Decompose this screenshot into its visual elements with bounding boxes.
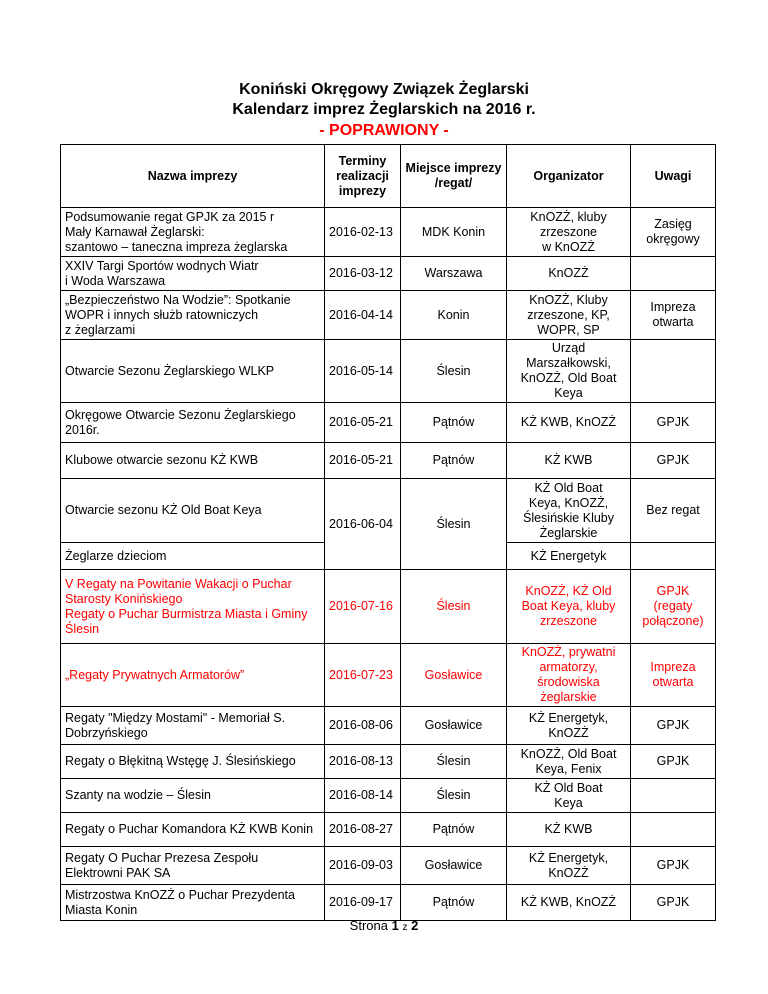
event-name: „Regaty Prywatnych Armatorów” [61, 644, 325, 707]
events-table [60, 144, 716, 921]
table-header-row [61, 145, 716, 208]
event-name: Otwarcie sezonu KŻ Old Boat Keya [61, 479, 325, 543]
event-name: Żeglarze dzieciom [61, 543, 325, 570]
event-organizer: KnOZŻ, Old Boat Keya, Fenix [507, 745, 631, 779]
event-date: 2016-09-03 [325, 847, 401, 885]
event-place: Ślesin [401, 479, 507, 570]
event-place: Warszawa [401, 257, 507, 291]
event-date: 2016-03-12 [325, 257, 401, 291]
event-organizer: KŻ Old Boat Keya, KnOZŻ, Ślesińskie Kluby Żeglarskie [507, 479, 631, 543]
event-date: 2016-07-23 [325, 644, 401, 707]
event-date: 2016-08-14 [325, 779, 401, 813]
title-line-3: - POPRAWIONY - [319, 122, 449, 139]
event-notes: Zasięg okręgowy [631, 208, 716, 257]
table-row [61, 813, 716, 847]
event-date: 2016-05-21 [325, 443, 401, 479]
event-notes [631, 340, 716, 403]
event-place: Pątnów [401, 443, 507, 479]
event-organizer: KŻ Old Boat Keya [507, 779, 631, 813]
footer-of: z [402, 922, 408, 933]
event-date: 2016-02-13 [325, 208, 401, 257]
event-organizer: KnOZŻ, kluby zrzeszone w KnOZŻ [507, 208, 631, 257]
event-name: „Bezpieczeństwo Na Wodzie”: Spotkanie WOPR i innych służb ratowniczych z żeglarzami [61, 291, 325, 340]
event-date: 2016-04-14 [325, 291, 401, 340]
event-name: Klubowe otwarcie sezonu KŻ KWB [61, 443, 325, 479]
event-name: V Regaty na Powitanie Wakacji o Puchar Starosty Konińskiego Regaty o Puchar Burmistrza Miasta i Gminy Ślesin [61, 570, 325, 644]
title-line-2: Kalendarz imprez Żeglarskich na 2016 r. [232, 101, 536, 118]
event-name: Mistrzostwa KnOZŻ o Puchar Prezydenta Miasta Konin [61, 885, 325, 921]
event-organizer: KŻ KWB [507, 443, 631, 479]
event-notes [631, 813, 716, 847]
table-row [61, 779, 716, 813]
table-row [61, 443, 716, 479]
header-name: Nazwa imprezy [61, 145, 325, 208]
event-place: Gosławice [401, 847, 507, 885]
event-name: Regaty o Puchar Komandora KŻ KWB Konin [61, 813, 325, 847]
event-organizer: KŻ Energetyk, KnOZŻ [507, 707, 631, 745]
event-place: MDK Konin [401, 208, 507, 257]
event-name: Okręgowe Otwarcie Sezonu Żeglarskiego 2016r. [61, 403, 325, 443]
event-notes: GPJK [631, 707, 716, 745]
page-footer [0, 918, 768, 933]
event-date: 2016-05-14 [325, 340, 401, 403]
event-name: Podsumowanie regat GPJK za 2015 r Mały Karnawał Żeglarski: szantowo – taneczna impreza żeglarska [61, 208, 325, 257]
event-organizer: KnOZŻ [507, 257, 631, 291]
table-row [61, 707, 716, 745]
table-row [61, 644, 716, 707]
event-organizer: KŻ KWB [507, 813, 631, 847]
event-organizer: KŻ Energetyk [507, 543, 631, 570]
header-date: Terminy realizacji imprezy [325, 145, 401, 208]
event-organizer: KŻ Energetyk, KnOZŻ [507, 847, 631, 885]
footer-prefix: Strona [349, 918, 388, 933]
event-date: 2016-08-27 [325, 813, 401, 847]
header-place: Miejsce imprezy /regat/ [401, 145, 507, 208]
event-notes: Bez regat [631, 479, 716, 543]
event-place: Ślesin [401, 779, 507, 813]
event-notes: GPJK [631, 403, 716, 443]
event-notes: GPJK [631, 847, 716, 885]
event-notes: GPJK (regaty połączone) [631, 570, 716, 644]
event-notes [631, 257, 716, 291]
event-place: Pątnów [401, 403, 507, 443]
event-place: Ślesin [401, 745, 507, 779]
event-date: 2016-05-21 [325, 403, 401, 443]
table-row [61, 291, 716, 340]
event-place: Ślesin [401, 340, 507, 403]
event-organizer: KŻ KWB, KnOZŻ [507, 403, 631, 443]
event-date: 2016-06-04 [325, 479, 401, 570]
event-name: Regaty "Między Mostami" - Memoriał S. Dobrzyńskiego [61, 707, 325, 745]
table-row [61, 885, 716, 921]
event-organizer: KnOZŻ, prywatni armatorzy, środowiska żeglarskie [507, 644, 631, 707]
title-line-1: Koniński Okręgowy Związek Żeglarski [239, 81, 529, 98]
event-place: Gosławice [401, 707, 507, 745]
event-organizer: Urząd Marszałkowski, KnOZŻ, Old Boat Keya [507, 340, 631, 403]
event-notes [631, 779, 716, 813]
table-row [61, 570, 716, 644]
table-row [61, 340, 716, 403]
event-place: Ślesin [401, 570, 507, 644]
table-row [61, 745, 716, 779]
event-notes: GPJK [631, 745, 716, 779]
event-place: Gosławice [401, 644, 507, 707]
table-row [61, 208, 716, 257]
table-row [61, 479, 716, 543]
event-organizer: KnOZŻ, Kluby zrzeszone, KP, WOPR, SP [507, 291, 631, 340]
event-date: 2016-08-13 [325, 745, 401, 779]
event-notes: Impreza otwarta [631, 644, 716, 707]
event-name: Otwarcie Sezonu Żeglarskiego WLKP [61, 340, 325, 403]
header-notes: Uwagi [631, 145, 716, 208]
header-organizer: Organizator [507, 145, 631, 208]
event-organizer: KnOZŻ, KŻ Old Boat Keya, kluby zrzeszone [507, 570, 631, 644]
event-place: Konin [401, 291, 507, 340]
event-name: Regaty O Puchar Prezesa Zespołu Elektrowni PAK SA [61, 847, 325, 885]
event-date: 2016-09-17 [325, 885, 401, 921]
table-row [61, 403, 716, 443]
footer-total: 2 [411, 918, 419, 933]
footer-page: 1 [391, 918, 399, 933]
event-name: XXIV Targi Sportów wodnych Wiatr i Woda Warszawa [61, 257, 325, 291]
event-organizer: KŻ KWB, KnOZŻ [507, 885, 631, 921]
event-date: 2016-07-16 [325, 570, 401, 644]
event-name: Regaty o Błękitną Wstęgę J. Ślesińskiego [61, 745, 325, 779]
event-notes [631, 543, 716, 570]
event-place: Pątnów [401, 885, 507, 921]
event-notes: Impreza otwarta [631, 291, 716, 340]
table-row [61, 847, 716, 885]
table-row [61, 257, 716, 291]
event-date: 2016-08-06 [325, 707, 401, 745]
event-place: Pątnów [401, 813, 507, 847]
event-notes: GPJK [631, 443, 716, 479]
event-name: Szanty na wodzie – Ślesin [61, 779, 325, 813]
event-notes: GPJK [631, 885, 716, 921]
